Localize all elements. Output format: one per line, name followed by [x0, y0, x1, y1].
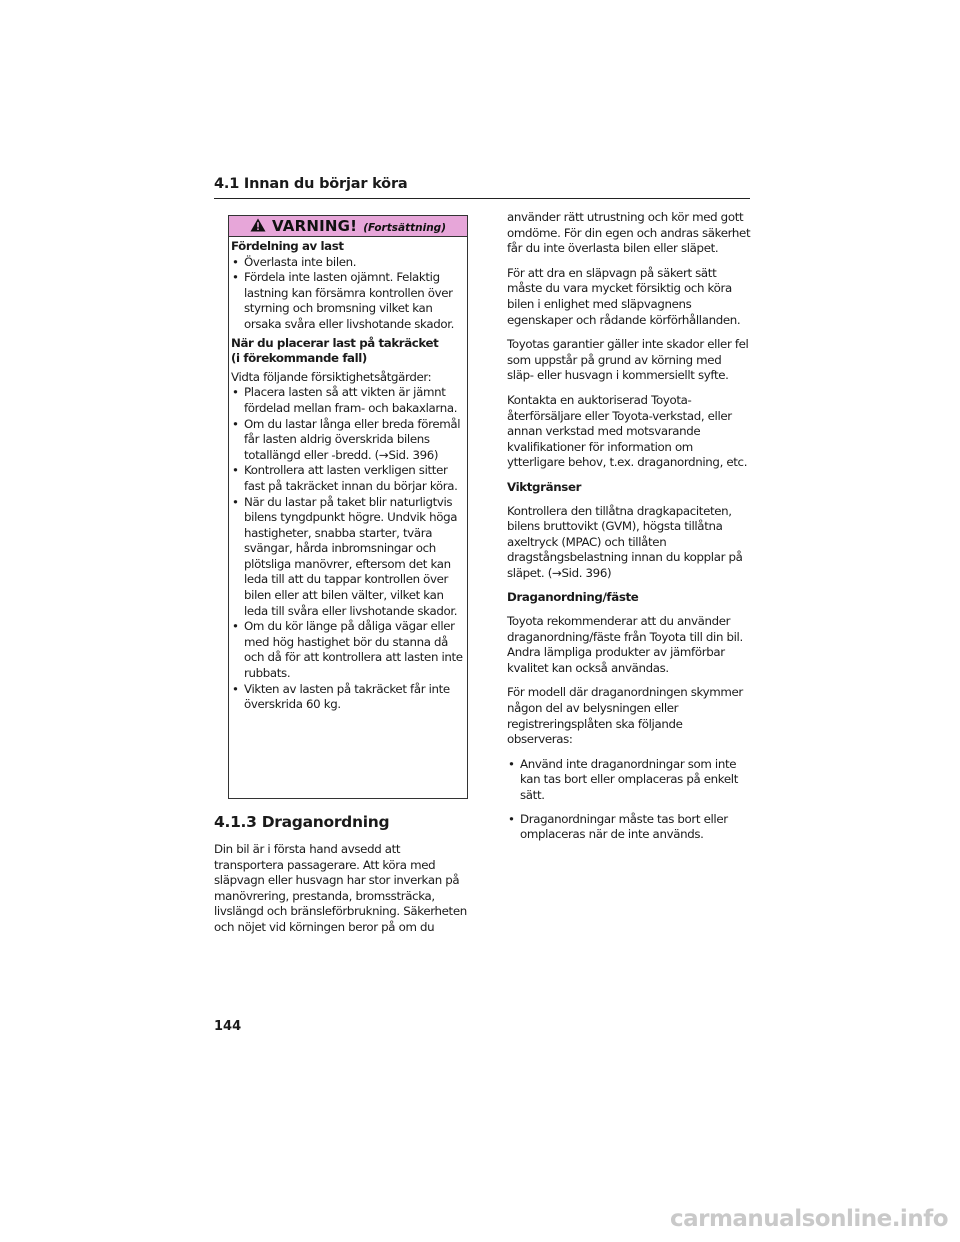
subheading: Viktgränser [507, 479, 582, 494]
paragraph: För modell där draganordningen skymmer någon del av belysningen eller registreringsplåten ska följande observeras: [507, 685, 743, 747]
paragraph: Kontakta en auktoriserad Toyota-återförsäljare eller Toyota-verkstad, eller annan verkstad med motsvarande kvalifikationer för information om ytterligare behov, t.ex. draganordning, etc. [507, 392, 748, 470]
page-number: 144 [214, 1019, 242, 1034]
list-item: • Om du lastar långa eller breda föremål får lasten aldrig överskrida bilens totallängd eller -bredd. (→Sid. 396) [231, 417, 465, 464]
right-column [507, 210, 751, 851]
warning-body [229, 237, 467, 713]
warning-header [229, 216, 467, 237]
list-item: • Kontrollera att lasten verkligen sitter fast på takräcket innan du börjar köra. [231, 463, 465, 494]
subheading: Draganordning/fäste [507, 590, 639, 605]
paragraph: Kontrollera den tillåtna dragkapaciteten, bilens bruttovikt (GVM), högsta tillåtna axeltryck (MPAC) och tillåten dragstångsbelastning innan du kopplar på släpet. (→Sid. 396) [507, 503, 743, 580]
section-header: 4.1 Innan du börjar köra [214, 176, 750, 199]
paragraph: Toyota rekommenderar att du använder draganordning/fäste från Toyota till din bil. Andra lämpliga produkter av jämförbar kvalitet kan också användas. [507, 614, 743, 675]
warning-box [228, 215, 468, 799]
list-item: • Vikten av lasten på takräcket får inte överskrida 60 kg. [231, 682, 465, 713]
list-item: • Draganordningar måste tas bort eller omplaceras när de inte används. [507, 812, 751, 843]
list-item: • Fördela inte lasten ojämnt. Felaktig lastning kan försämra kontrollen över styrning och bromsning vilket kan orsaka svåra eller livshotande skador. [231, 270, 465, 332]
list-item: • När du lastar på taket blir naturligtvis bilens tyngdpunkt högre. Undvik höga hastigheter, snabba starter, tvära svängar, hårda inbromsningar och plötsliga manövrer, eftersom det kan leda till att du tappar kontrollen över bilen eller att bilen välter, vilket kan leda till svåra eller livshotande skador. [231, 495, 465, 620]
section-paragraph: Din bil är i första hand avsedd att transportera passagerare. Att köra med släpvagn eller husvagn har stor inverkan på manövrering, prestanda, bromssträcka, livslängd och bränsleförbrukning. Säkerheten och nöjet vid körningen beror på om du [214, 842, 467, 934]
list-item: • Överlasta inte bilen. [231, 255, 465, 271]
warning-subheading: Fördelning av last [231, 239, 344, 253]
paragraph: För att dra en släpvagn på säkert sätt måste du vara mycket försiktig och köra bilen i enlighet med släpvagnens egenskaper och rådande körförhållanden. [507, 265, 741, 327]
warning-continued: (Fortsättning) [363, 221, 446, 234]
list-item: • Använd inte draganordningar som inte kan tas bort eller omplaceras på enkelt sätt. [507, 757, 751, 804]
watermark: carmanualsonline.info [669, 1206, 948, 1232]
warning-triangle-icon [250, 217, 266, 236]
paragraph: Toyotas garantier gäller inte skador eller fel som uppstår på grund av körning med släp- eller husvagn i kommersiellt syfte. [507, 337, 749, 383]
warning-title: VARNING! [271, 217, 358, 235]
list-item: • Placera lasten så att vikten är jämnt fördelad mellan fram- och bakaxlarna. [231, 385, 465, 416]
warning-intro: Vidta följande försiktighetsåtgärder: [231, 369, 432, 384]
warning-subheading: När du placerar last på takräcket [231, 335, 439, 350]
section-heading: 4.1.3 Draganordning [214, 813, 390, 831]
list-item: • Om du kör länge på dåliga vägar eller med hög hastighet bör du stanna då och då för att kontrollera att lasten inte rubbats. [231, 619, 465, 681]
warning-subheading: (i förekommande fall) [231, 351, 367, 366]
paragraph: använder rätt utrustning och kör med gott omdöme. För din egen och andras säkerhet får du inte överlasta bilen eller släpet. [507, 210, 751, 256]
